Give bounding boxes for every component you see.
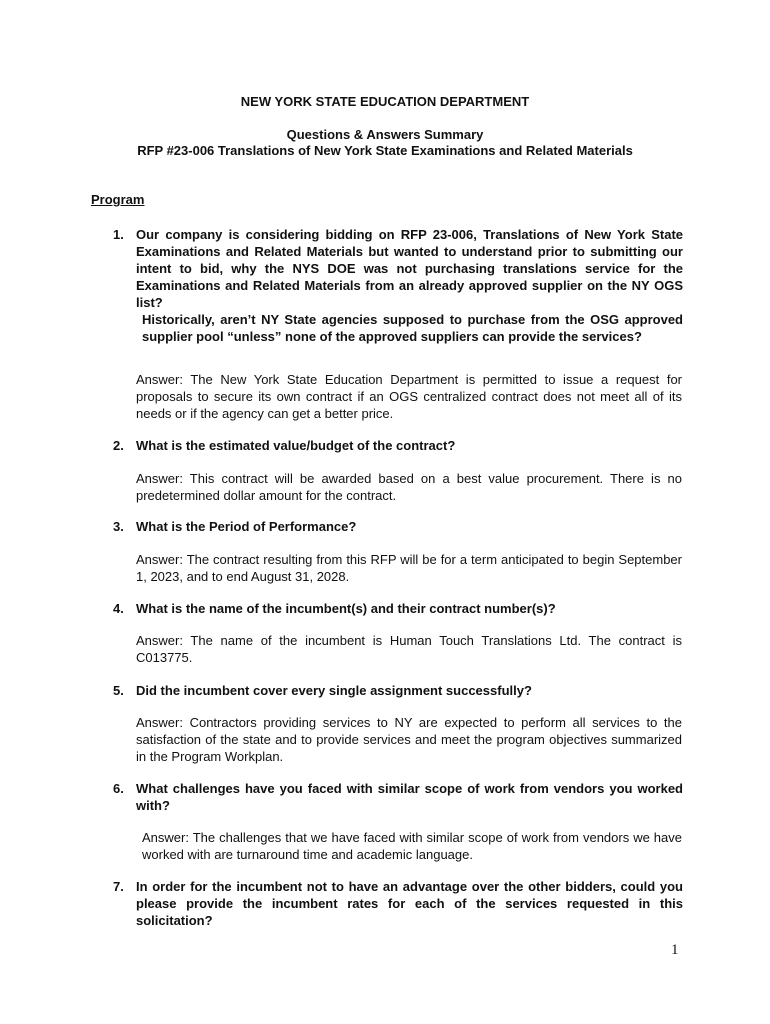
question-3 <box>113 518 683 535</box>
section-title-program: Program <box>91 192 145 207</box>
answer-4: Answer: The name of the incumbent is Human Touch Translations Ltd. The contract is C013775. <box>136 633 682 665</box>
question-subtext: Historically, aren’t NY State agencies supposed to purchase from the OSG approved supplier pool “unless” none of the approved suppliers can provide the services? <box>142 312 683 344</box>
question-5 <box>113 682 683 699</box>
question-text: What is the estimated value/budget of the contract? <box>136 438 456 453</box>
question-number: 4. <box>113 601 124 616</box>
question-7 <box>113 878 683 929</box>
question-number: 2. <box>113 438 124 453</box>
question-number: 1. <box>113 227 124 242</box>
question-6 <box>113 780 683 814</box>
answer-6: Answer: The challenges that we have faced with similar scope of work from vendors we have worked with are turnaround time and academic language. <box>142 830 682 862</box>
answer-5: Answer: Contractors providing services to NY are expected to perform all services to the satisfaction of the state and to provide services and meet the program objectives summarized in the Program Workplan. <box>136 715 682 764</box>
question-number: 5. <box>113 683 124 698</box>
question-text: Did the incumbent cover every single assignment successfully? <box>136 683 532 698</box>
rfp-title: RFP #23-006 Translations of New York State Examinations and Related Materials <box>137 143 633 158</box>
question-4 <box>113 600 683 617</box>
question-text: What is the name of the incumbent(s) and their contract number(s)? <box>136 601 556 616</box>
answer-1: Answer: The New York State Education Department is permitted to issue a request for proposals to secure its own contract if an OGS centralized contract does not meet all of its needs or if the agency can get a better price. <box>136 372 682 421</box>
summary-title: Questions & Answers Summary <box>286 127 484 142</box>
question-text: In order for the incumbent not to have an advantage over the other bidders, could you please provide the incumbent rates for each of the services requested in this solicitation? <box>136 879 683 928</box>
question-text: Our company is considering bidding on RFP 23-006, Translations of New York State Examinations and Related Materials but wanted to understand prior to submitting our intent to bid, why the NYS DOE was not purchasing translations service for the Examinations and Related Materials from an already approved supplier on the NY OGS list? <box>136 227 683 310</box>
question-text: What is the Period of Performance? <box>136 519 357 534</box>
answer-3: Answer: The contract resulting from this RFP will be for a term anticipated to begin September 1, 2023, and to end August 31, 2028. <box>136 552 682 584</box>
question-1 <box>113 226 683 345</box>
question-number: 7. <box>113 879 124 894</box>
question-2 <box>113 437 683 454</box>
question-number: 6. <box>113 781 124 796</box>
department-heading: NEW YORK STATE EDUCATION DEPARTMENT <box>240 94 530 109</box>
question-number: 3. <box>113 519 124 534</box>
page-number: 1 <box>671 942 679 958</box>
question-text: What challenges have you faced with similar scope of work from vendors you worked with? <box>136 781 683 813</box>
answer-2: Answer: This contract will be awarded based on a best value procurement. There is no predetermined dollar amount for the contract. <box>136 471 682 503</box>
